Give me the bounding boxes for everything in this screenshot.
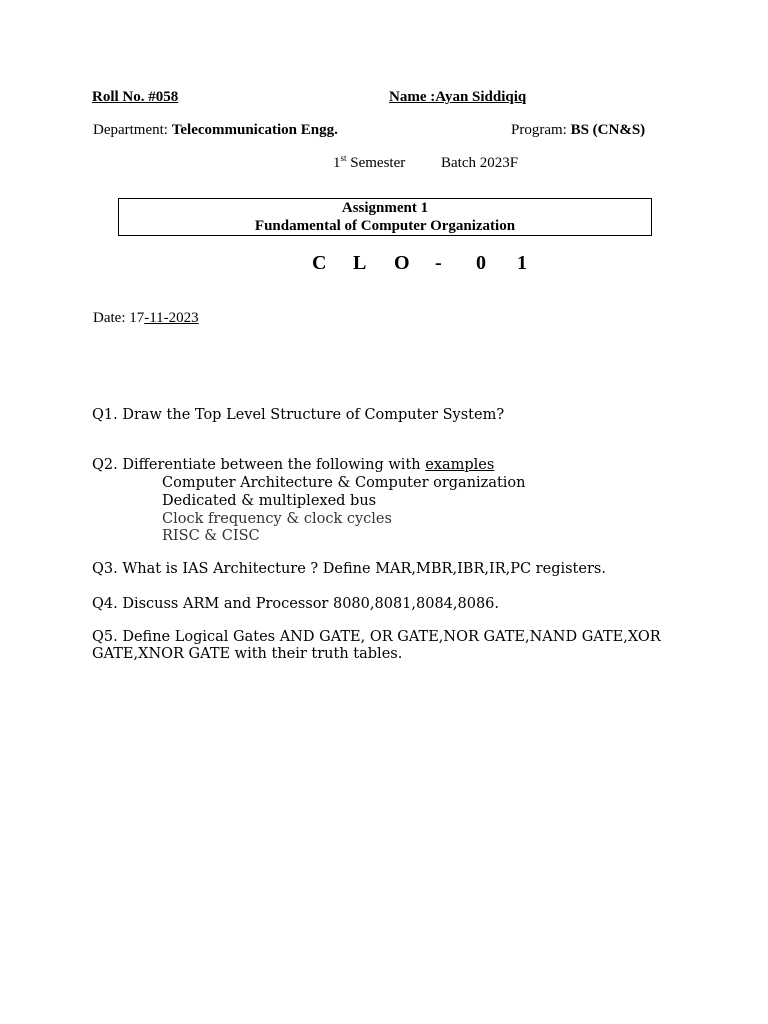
question-3: Q3. What is IAS Architecture ? Define MAR,MBR,IBR,IR,PC registers. [92, 561, 606, 577]
semester-suffix: st [340, 153, 347, 163]
question-4: Q4. Discuss ARM and Processor 8080,8081,8084,8086. [92, 596, 500, 612]
question-2-examples: examples [425, 457, 495, 473]
question-2 [92, 456, 494, 474]
assignment-title: Assignment 1 [341, 200, 429, 216]
clo-char: 0 [476, 252, 486, 274]
batch: Batch 2023F [441, 155, 519, 171]
assignment-box [118, 198, 652, 236]
department-label: Department: [93, 122, 172, 138]
date-value: -11-2023 [144, 310, 199, 326]
program-value: BS (CN&S) [570, 122, 646, 138]
department-value: Telecommunication Engg. [171, 122, 338, 138]
question-2-text: Q2. Differentiate between the following with [92, 457, 426, 473]
question-2-item: Dedicated & multiplexed bus [162, 493, 377, 509]
date-label: Date: 17 [93, 310, 145, 326]
clo-char: L [353, 252, 367, 274]
clo-char: - [435, 252, 442, 274]
program [511, 121, 645, 139]
roll-number: Roll No. #058 [92, 89, 179, 105]
question-1: Q1. Draw the Top Level Structure of Computer System? [92, 407, 505, 423]
question-5-line-2: GATE,XNOR GATE with their truth tables. [92, 646, 403, 662]
semester-word: Semester [350, 155, 406, 171]
program-label: Program: [511, 122, 571, 138]
semester-number: 1 [333, 155, 341, 171]
clo-char: 1 [517, 252, 527, 274]
student-name: Name :Ayan Siddiqiq [389, 89, 527, 105]
clo-char: O [394, 252, 410, 274]
semester [333, 154, 405, 172]
clo-char: C [312, 252, 327, 274]
department [93, 121, 338, 139]
question-2-item: Computer Architecture & Computer organization [162, 475, 526, 491]
date [93, 309, 199, 327]
question-5-line-1: Q5. Define Logical Gates AND GATE, OR GATE,NOR GATE,NAND GATE,XOR [92, 629, 661, 645]
clo-code [312, 251, 558, 275]
assignment-subtitle: Fundamental of Computer Organization [254, 218, 516, 234]
question-2-item: RISC & CISC [162, 528, 260, 544]
question-2-item: Clock frequency & clock cycles [162, 511, 392, 527]
